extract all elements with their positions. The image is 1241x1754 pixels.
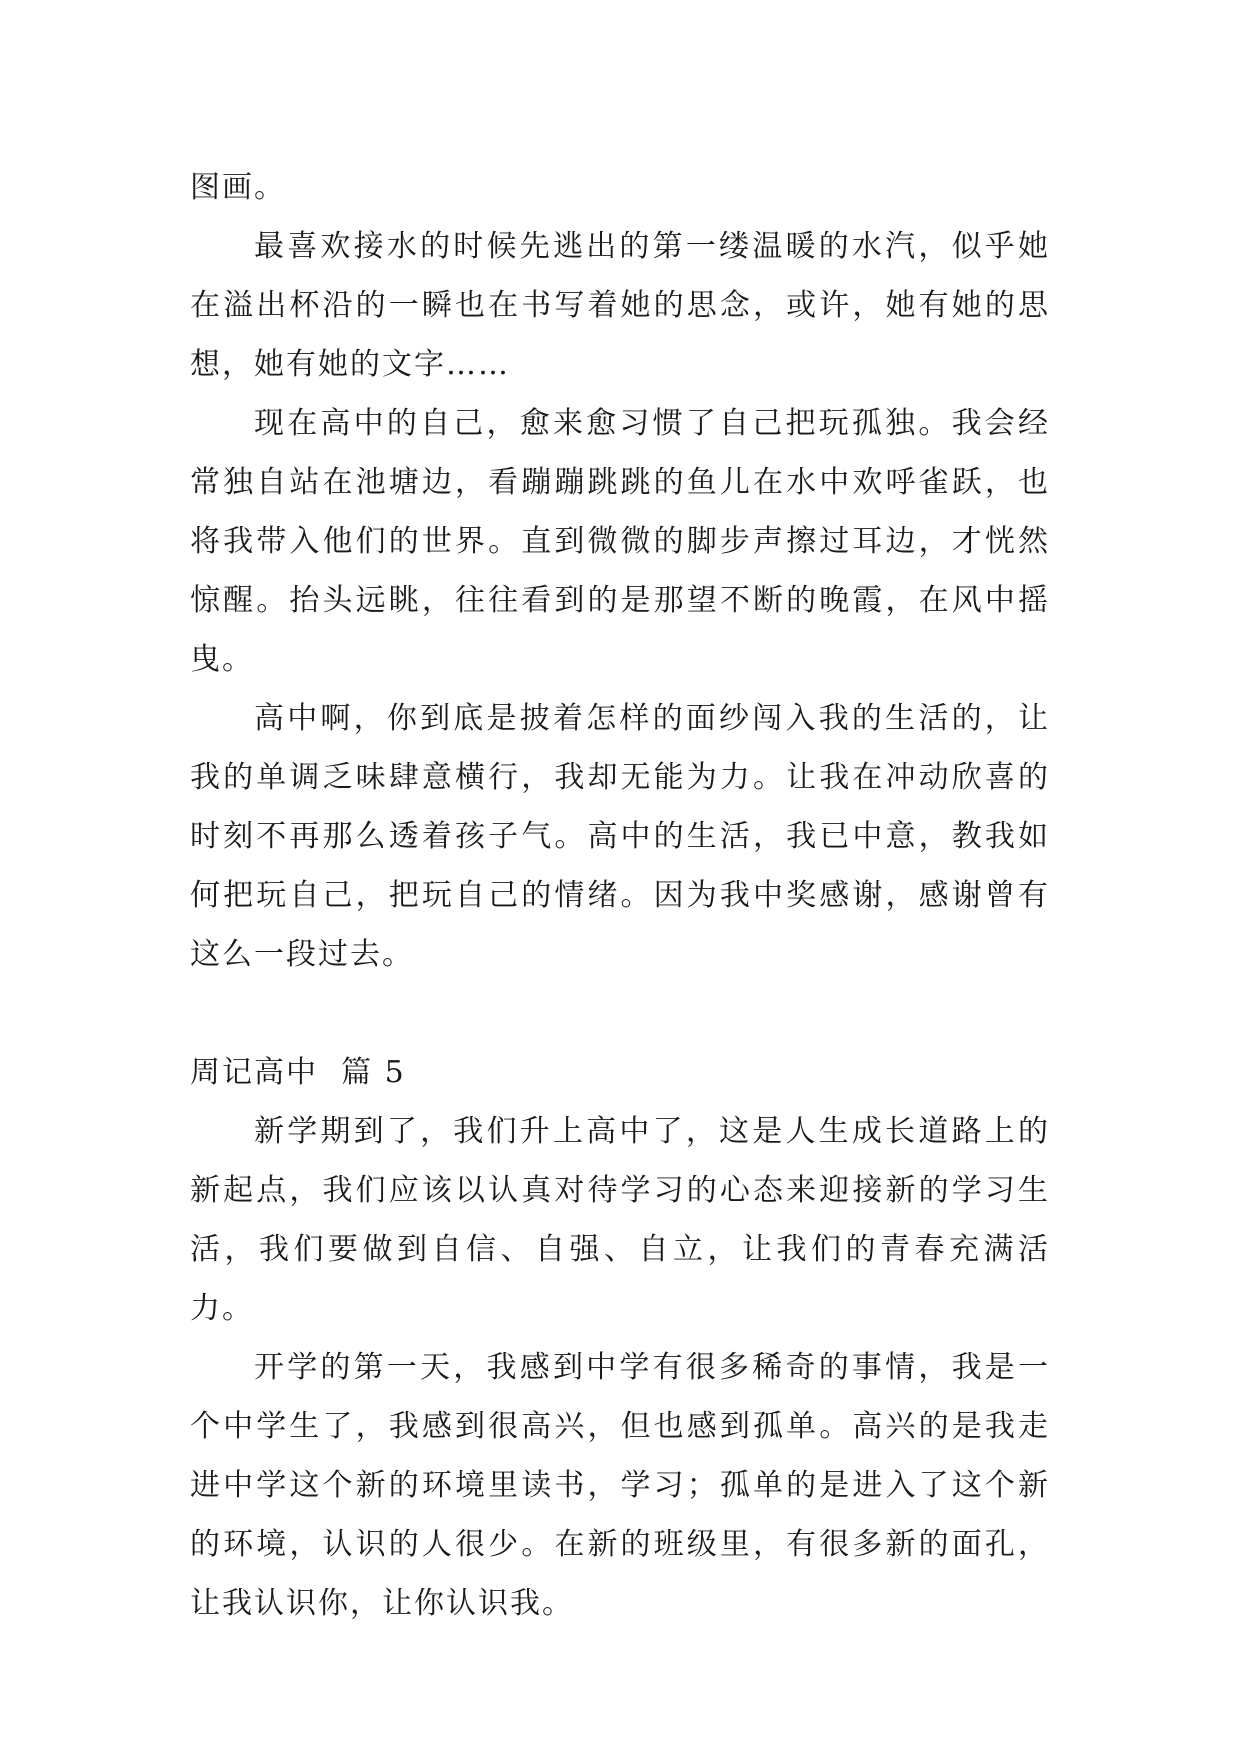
paragraph-first-day: 开学的第一天，我感到中学有很多稀奇的事情，我是一个中学生了，我感到很高兴，但也感到孤单。高兴的是我走进中学这个新的环境里读书，学习；孤单的是进入了这个新的环境，认识的人很少。在新的班级里，有很多新的面孔，让我认识你，让你认识我。	[190, 1350, 1050, 1621]
paragraph-new-semester: 新学期到了，我们升上高中了，这是人生成长道路上的新起点，我们应该以认真对待学习的心态来迎接新的学习生活，我们要做到自信、自强、自立，让我们的青春充满活力。	[190, 1114, 1050, 1326]
paragraph-water-vapor: 最喜欢接水的时候先逃出的第一缕温暖的水汽，似乎她在溢出杯沿的一瞬也在书写着她的思念，或许，她有她的思想，她有她的文字……	[190, 229, 1050, 382]
document-page	[190, 158, 1050, 1633]
paragraph-continuation: 图画。	[190, 170, 286, 205]
paragraph-solitude: 现在高中的自己，愈来愈习惯了自己把玩孤独。我会经常独自站在池塘边，看蹦蹦跳跳的鱼儿在水中欢呼雀跃，也将我带入他们的世界。直到微微的脚步声擦过耳边，才恍然惊醒。抬头远眺，往往看到的是那望不断的晚霞，在风中摇曳。	[190, 406, 1050, 677]
paragraph-high-school: 高中啊，你到底是披着怎样的面纱闯入我的生活的，让我的单调乏味肆意横行，我却无能为力。让我在冲动欣喜的时刻不再那么透着孩子气。高中的生活，我已中意，教我如何把玩自己，把玩自己的情绪。因为我中奖感谢，感谢曾有这么一段过去。	[190, 701, 1050, 972]
section-title: 周记高中 篇 5	[190, 1055, 406, 1090]
